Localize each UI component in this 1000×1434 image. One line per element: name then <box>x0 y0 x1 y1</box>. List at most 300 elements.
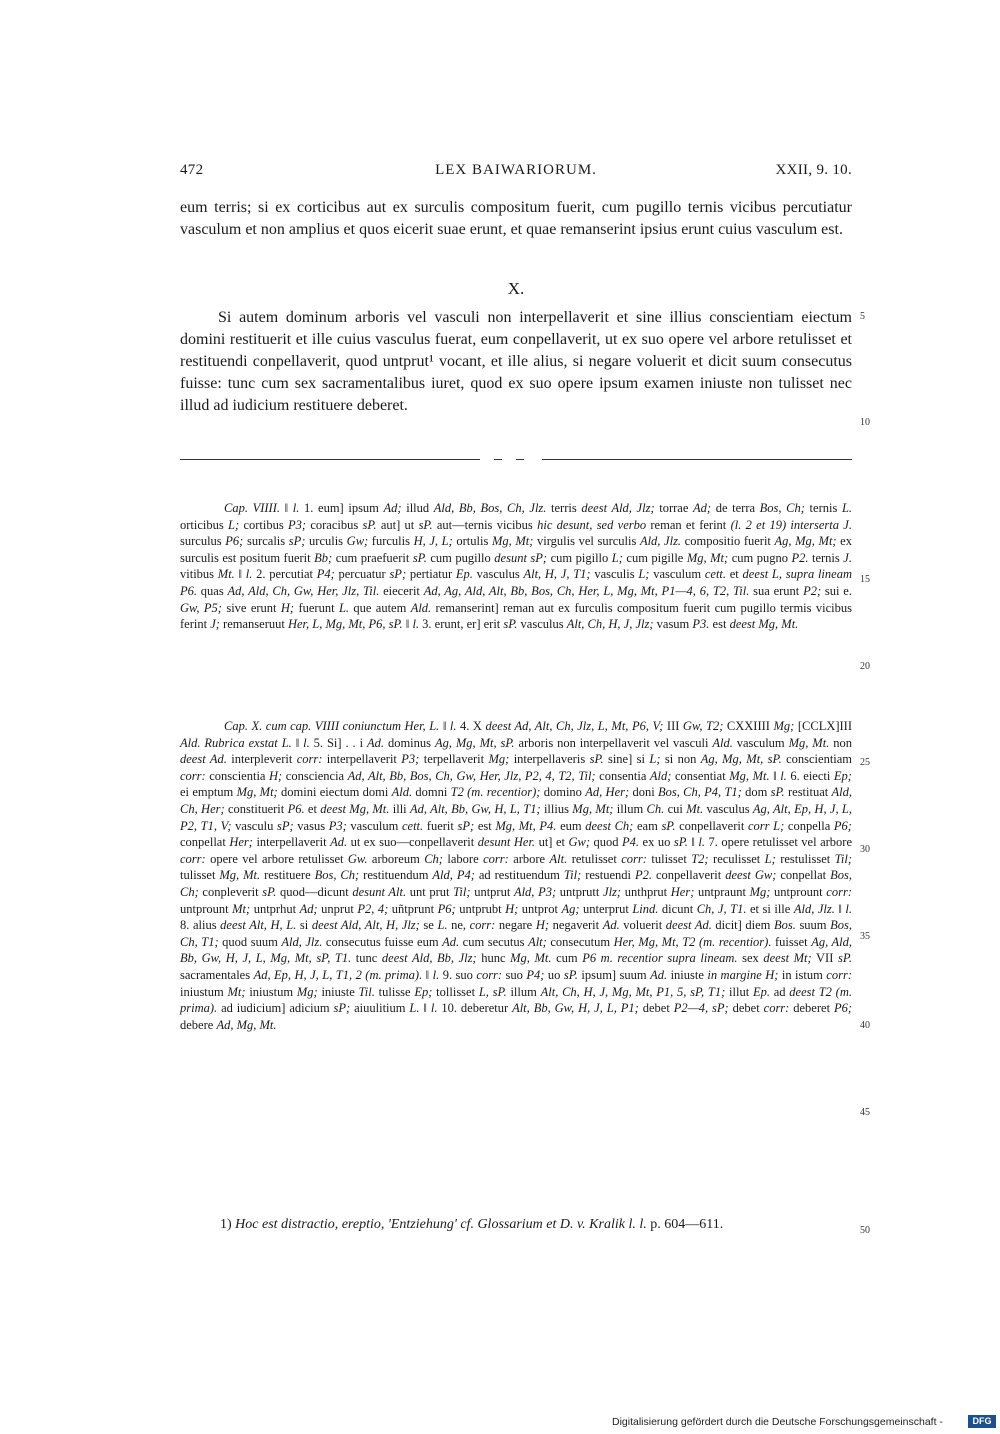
apparatus-segment: illum <box>613 801 647 816</box>
apparatus-segment: Gw; <box>346 534 369 549</box>
apparatus-segment: Bos, Ch; <box>759 501 805 515</box>
apparatus-segment: Ad; <box>693 501 712 515</box>
apparatus-segment: sP. <box>503 617 518 632</box>
apparatus-segment: restituendum <box>359 868 433 883</box>
apparatus-segment: ternis <box>808 550 844 565</box>
apparatus-segment: ‖ <box>422 967 433 982</box>
running-header <box>180 162 852 184</box>
apparatus-segment: et si ille <box>746 901 794 916</box>
apparatus-segment: vasum <box>653 617 693 632</box>
apparatus-segment: tunc <box>351 951 382 966</box>
apparatus-segment: coracibus <box>306 517 363 532</box>
apparatus-segment: deest Ald, Jlz; <box>581 501 655 515</box>
apparatus-segment: Bb; <box>314 550 333 565</box>
apparatus-segment: T2 (m. recentior); <box>450 785 541 800</box>
apparatus-segment: aut] ut <box>376 517 419 532</box>
apparatus-segment: 10. deberetur <box>437 1001 513 1016</box>
apparatus-segment: Ag, Alt, Ep, H, J, L, P2, T1, V; <box>180 801 852 833</box>
apparatus-paragraph-x <box>180 718 852 1033</box>
apparatus-segment: corr: <box>763 1001 790 1016</box>
apparatus-segment: Ad. <box>330 835 348 850</box>
apparatus-segment: untprhut <box>250 901 300 916</box>
apparatus-segment: suo <box>502 967 527 982</box>
apparatus-segment: P3; <box>328 818 347 833</box>
apparatus-segment: debere <box>180 1017 217 1032</box>
apparatus-segment: cum pugillo <box>426 550 495 565</box>
apparatus-segment: Ep. <box>455 567 473 582</box>
apparatus-segment: unt prut <box>406 884 454 899</box>
apparatus-segment: vasculus <box>703 801 753 816</box>
apparatus-segment: iniuste <box>667 967 708 982</box>
apparatus-segment: conpellat <box>180 835 230 850</box>
apparatus-segment: quas <box>197 583 228 598</box>
apparatus-segment: untprount <box>770 884 827 899</box>
apparatus-segment: Her, L, Mg, Mt, P6, sP. <box>287 617 403 632</box>
apparatus-segment: vasculum <box>346 818 402 833</box>
apparatus-segment: Ad, Mg, Mt. <box>216 1017 277 1032</box>
apparatus-segment: ortulis <box>452 534 492 549</box>
apparatus-segment: deest Mt; <box>763 951 812 966</box>
apparatus-segment: dom <box>741 785 771 800</box>
apparatus-segment: T2; <box>691 851 709 866</box>
apparatus-segment: ad <box>769 984 790 999</box>
apparatus-segment: conpellat <box>776 868 831 883</box>
apparatus-segment: cett. <box>704 567 727 582</box>
apparatus-segment: Ch. <box>646 801 665 816</box>
apparatus-segment: remanseruut <box>219 617 288 632</box>
apparatus-segment: L; <box>611 550 623 565</box>
apparatus-segment: conscientiam <box>781 752 853 767</box>
apparatus-segment: conpellaverit <box>675 818 748 833</box>
apparatus-segment: Mg; <box>488 752 510 767</box>
apparatus-segment: L; <box>228 517 240 532</box>
apparatus-segment: deest Mg, Mt. <box>729 617 799 632</box>
apparatus-segment: Mt. <box>217 567 235 582</box>
apparatus-segment: Ep. <box>752 984 770 999</box>
apparatus-segment: sP. <box>262 884 277 899</box>
apparatus-segment: tulisse <box>374 984 415 999</box>
apparatus-segment: 5. Si] . . i <box>309 735 367 750</box>
apparatus-segment: domino <box>540 785 586 800</box>
apparatus-segment: untpraunt <box>694 884 750 899</box>
apparatus-segment: Ad, Her; <box>585 785 630 800</box>
apparatus-segment: sP. <box>589 752 604 767</box>
line-number-15: 15 <box>860 574 870 585</box>
apparatus-segment: Alt. <box>549 851 568 866</box>
apparatus-segment: Cap. X. cum cap. VIIII coniunctum Her, L. <box>224 719 440 733</box>
apparatus-segment: Bos, Ch, T1; <box>180 918 852 949</box>
apparatus-segment: negaverit <box>549 918 603 933</box>
apparatus-segment: illum <box>506 984 541 999</box>
apparatus-segment: restulisset <box>775 851 835 866</box>
apparatus-segment: corr: <box>483 851 509 866</box>
apparatus-segment: P3; <box>401 752 420 767</box>
apparatus-segment: aiuulitium <box>350 1001 410 1016</box>
apparatus-segment: Mg; <box>296 984 318 999</box>
apparatus-segment: interpleverit <box>226 752 297 767</box>
apparatus-segment: arboris non interpellaverit vel vasculi <box>514 735 713 750</box>
apparatus-segment: VII <box>811 951 838 966</box>
apparatus-segment: dominus <box>384 735 435 750</box>
apparatus-segment: labore <box>442 851 484 866</box>
apparatus-segment: Ad; <box>299 901 318 916</box>
apparatus-segment: Jlz; <box>603 884 622 899</box>
apparatus-segment: l. <box>245 567 253 582</box>
apparatus-segment: L, sP. <box>478 984 507 999</box>
apparatus-segment: Ep; <box>414 984 433 999</box>
apparatus-segment: (l. 2 et 19) interserta J. <box>730 517 852 532</box>
apparatus-segment: corr: <box>621 851 647 866</box>
apparatus-segment: Ald, Jlz. <box>793 901 835 916</box>
apparatus-segment: cui <box>664 801 687 816</box>
apparatus-segment: Ald, Jlz. <box>639 534 682 549</box>
apparatus-segment: Her, Mg, Mt, T2 (m. recentior). <box>613 934 772 949</box>
apparatus-segment: Mg, Mt. <box>510 951 552 966</box>
apparatus-segment: interpellaveris <box>509 752 590 767</box>
apparatus-segment: reman et ferint <box>646 517 731 532</box>
apparatus-segment: deest Ad. <box>180 752 227 767</box>
apparatus-segment: vitibus <box>180 567 218 582</box>
apparatus-segment: cum secutus <box>459 934 529 949</box>
apparatus-segment: P4. <box>622 835 640 850</box>
apparatus-segment: pertiatur <box>406 567 456 582</box>
apparatus-segment: P6; <box>833 1001 853 1016</box>
apparatus-segment: P2, 4; <box>357 901 389 916</box>
apparatus-segment: corr: <box>180 851 206 866</box>
apparatus-segment: l. <box>430 1001 438 1016</box>
apparatus-segment: P6; <box>437 901 456 916</box>
apparatus-segment: H; <box>535 918 550 933</box>
apparatus-segment: vasculus <box>472 567 524 582</box>
line-number-5: 5 <box>860 311 865 322</box>
apparatus-segment: retulisset <box>567 851 622 866</box>
apparatus-segment: L; <box>638 567 650 582</box>
apparatus-segment: ut] et <box>535 835 569 850</box>
apparatus-segment: constituerit <box>224 801 288 816</box>
line-number-25: 25 <box>860 757 870 768</box>
apparatus-segment: suum <box>795 918 831 933</box>
apparatus-segment: L. <box>338 600 350 615</box>
apparatus-segment: P2. <box>791 550 809 565</box>
apparatus-segment: [CCLX]III <box>794 719 853 733</box>
apparatus-segment: iniustum <box>180 984 228 999</box>
apparatus-segment: conpella <box>784 818 834 833</box>
apparatus-segment: Her; <box>670 884 695 899</box>
apparatus-segment: l. <box>845 901 853 916</box>
apparatus-segment: Ald; <box>649 768 672 783</box>
apparatus-segment: Mg, Mt; <box>236 785 278 800</box>
apparatus-segment: de terra <box>711 501 760 515</box>
digitization-credit: Digitalisierung gefördert durch die Deutsche Forschungsgemeinschaft - <box>612 1416 943 1428</box>
apparatus-segment: illius <box>540 801 573 816</box>
apparatus-segment: sP; <box>457 818 475 833</box>
apparatus-segment: deest Ald, Bb, Jlz; <box>381 951 477 966</box>
apparatus-segment: l. <box>292 501 300 515</box>
apparatus-segment: Ald, Jlz. <box>281 934 323 949</box>
apparatus-segment: Bos, Ch, P4, T1; <box>657 785 742 800</box>
apparatus-segment: negare <box>495 918 536 933</box>
apparatus-segment: L. <box>409 1001 420 1016</box>
apparatus-segment: Ag; <box>561 901 580 916</box>
apparatus-segment: P6 m. recentior supra lineam. <box>582 951 738 966</box>
apparatus-segment: Mg, Mt, P4. <box>495 818 557 833</box>
apparatus-segment: est <box>709 617 730 632</box>
apparatus-segment: doni <box>629 785 658 800</box>
apparatus-segment: Gw; <box>568 835 591 850</box>
apparatus-segment: ‖ <box>402 617 413 632</box>
apparatus-segment: Alt, H, J, T1; <box>523 567 591 582</box>
apparatus-segment: Bos. <box>773 918 796 933</box>
apparatus-segment: conpleverit <box>198 884 263 899</box>
apparatus-segment: quod—dicunt <box>276 884 353 899</box>
apparatus-segment: H; <box>505 901 519 916</box>
apparatus-segment: et <box>304 801 321 816</box>
apparatus-segment: sP. <box>412 550 427 565</box>
apparatus-segment: interpellaverit <box>252 835 331 850</box>
apparatus-segment: 4. X <box>456 719 486 733</box>
apparatus-segment: illi <box>389 801 410 816</box>
apparatus-segment: fuerit <box>423 818 458 833</box>
apparatus-segment: corr: <box>180 768 206 783</box>
apparatus-segment: l. <box>303 735 310 750</box>
apparatus-segment: Lind. <box>632 901 659 916</box>
apparatus-segment: l. <box>780 768 787 783</box>
apparatus-segment: est <box>474 818 496 833</box>
apparatus-segment: fuisset <box>771 934 812 949</box>
apparatus-segment: Til; <box>453 884 471 899</box>
apparatus-segment: Mt. <box>686 801 704 816</box>
apparatus-segment: sP. <box>418 517 433 532</box>
apparatus-segment: l. <box>449 719 457 733</box>
apparatus-segment: illut <box>725 984 753 999</box>
running-title: LEX BAIWARIORUM. <box>435 162 597 178</box>
apparatus-segment: si <box>296 918 312 933</box>
apparatus-segment: tollisset <box>432 984 479 999</box>
apparatus-segment: Gw. <box>347 851 368 866</box>
apparatus-segment: III <box>663 719 683 733</box>
chapter-paragraph: Si autem dominum arboris vel vasculi non interpellaverit et sine illius conscientiam eiectum domini restituerit et ille cuius vasculus fuerat, eum conpellaverit, ut ex suo opere vel arbore retulisset et restituendi conpellaverit, quod untprut¹ vocant, et ille alius, si negare voluerit et dicit suum consecutus fuisse: tunc cum sex sacramentalibus iuret, quod ex suo opere ipsum examen iniuste non tulisset nec illud ad iudicium restituere deberet. <box>180 309 852 414</box>
apparatus-segment: dicit] diem <box>711 918 774 933</box>
apparatus-segment: Ag, Mg, Mt, sP. <box>700 752 782 767</box>
apparatus-segment: torrae <box>654 501 694 515</box>
apparatus-segment: P4; <box>316 567 335 582</box>
apparatus-segment: compositio fuerit <box>681 534 775 549</box>
separator-left-rule <box>180 459 480 460</box>
apparatus-segment: non <box>829 735 853 750</box>
apparatus-segment: H; <box>269 768 283 783</box>
apparatus-segment: vasculis <box>590 567 639 582</box>
apparatus-segment: deest Ad, Alt, Ch, Jlz, L, Mt, P6, V; <box>485 719 664 733</box>
apparatus-segment: ternis <box>804 501 842 515</box>
apparatus-segment: iniustum <box>245 984 297 999</box>
apparatus-segment: et <box>726 567 743 582</box>
apparatus-segment: P2—4, sP; <box>673 1001 729 1016</box>
apparatus-segment: Mg, Mt. <box>788 735 830 750</box>
apparatus-segment: Til. <box>358 984 375 999</box>
apparatus-segment: consentiat <box>671 768 730 783</box>
apparatus-segment: corr L; <box>747 818 785 833</box>
apparatus-segment: Ad. <box>650 967 668 982</box>
apparatus-segment: Mg, Mt. <box>729 768 770 783</box>
apparatus-segment: ad iudicium] adicium <box>217 1001 334 1016</box>
apparatus-segment: Alt, Bb, Gw, H, J, L, P1; <box>512 1001 639 1016</box>
apparatus-segment: aut—ternis vicibus <box>432 517 538 532</box>
apparatus-segment: ex uo <box>639 835 674 850</box>
apparatus-segment: uo <box>544 967 564 982</box>
chapter-heading: X. <box>507 279 525 298</box>
apparatus-segment: Ag, Ald, Bb, Gw, H, J, L, Mg, Mt, sP, T1. <box>180 934 853 966</box>
apparatus-segment: ‖ <box>419 1001 431 1016</box>
apparatus-segment: H; <box>280 600 295 615</box>
apparatus-segment: ei emptum <box>180 785 237 800</box>
apparatus-segment: Ch, J, T1. <box>696 901 747 916</box>
apparatus-segment: Ald, P3; <box>513 884 557 899</box>
apparatus-segment: P6; <box>833 818 852 833</box>
footnote-text: Hoc est distractio, ereptio, 'Entziehung' cf. Glossarium et D. v. Kralik l. l. <box>235 1217 647 1232</box>
apparatus-segment: Ald. <box>391 785 413 800</box>
apparatus-segment: sP; <box>276 818 294 833</box>
separator-dash <box>516 459 524 460</box>
apparatus-segment: restuendi <box>581 868 635 883</box>
apparatus-segment: ad restituendum <box>474 868 564 883</box>
apparatus-segment: P3; <box>288 517 307 532</box>
apparatus-segment: Gw, T2; <box>682 719 724 733</box>
apparatus-segment: arbore <box>508 851 550 866</box>
apparatus-segment: sP; <box>333 1001 351 1016</box>
apparatus-segment: debet <box>638 1001 674 1016</box>
apparatus-segment: Bos, Ch; <box>180 868 852 899</box>
apparatus-segment: Alt; <box>528 934 547 949</box>
apparatus-segment: P6; <box>225 534 244 549</box>
apparatus-segment: consecutus fuisse eum <box>322 934 443 949</box>
apparatus-segment: deest T2 (m. prima). <box>180 984 852 1016</box>
apparatus-segment: Alt, Ch, H, J, Jlz; <box>566 617 654 632</box>
apparatus-segment: sP. <box>661 818 676 833</box>
continuation-block <box>180 197 852 241</box>
apparatus-segment: Ald, Bb, Bos, Ch, Jlz. <box>433 501 547 515</box>
apparatus-segment: si non <box>660 752 701 767</box>
apparatus-segment: cett. <box>401 818 424 833</box>
apparatus-segment: 8. alius <box>180 918 221 933</box>
apparatus-segment: 2. percutiat <box>252 567 317 582</box>
apparatus-segment: Til; <box>834 851 853 866</box>
apparatus-segment: hic desunt, sed verbo <box>537 517 647 532</box>
apparatus-segment: P6. <box>287 801 305 816</box>
apparatus-segment: untprount <box>180 901 233 916</box>
apparatus-segment: sP. <box>770 785 785 800</box>
apparatus-segment: L. <box>841 501 853 515</box>
apparatus-segment: se <box>419 918 438 933</box>
apparatus-segment: l. <box>432 967 440 982</box>
apparatus-segment: ‖ <box>280 501 293 515</box>
dfg-logo-icon: DFG <box>968 1415 996 1428</box>
apparatus-segment: Bos, Ch; <box>314 868 360 883</box>
apparatus-segment: vasculum <box>649 567 705 582</box>
page-number: 472 <box>180 162 204 178</box>
apparatus-segment: furculis <box>368 534 414 549</box>
apparatus-segment: terris <box>546 501 582 515</box>
apparatus-segment: J. <box>843 550 852 565</box>
apparatus-segment: Ad, Alt, Bb, Bos, Ch, Gw, Her, Jlz, P2, 4, T2, Til; <box>347 768 596 783</box>
apparatus-segment: cum <box>551 951 583 966</box>
apparatus-segment: Ad, Ald, Ch, Gw, Her, Jlz, Til. <box>227 583 380 598</box>
apparatus-segment: ‖ <box>687 835 699 850</box>
apparatus-segment: hunc <box>476 951 511 966</box>
apparatus-segment: fuerunt <box>294 600 339 615</box>
apparatus-segment: ‖ <box>439 719 450 733</box>
apparatus-segment: cum praefuerit <box>332 550 413 565</box>
apparatus-segment: quod suum <box>218 934 282 949</box>
apparatus-segment: que autem <box>349 600 411 615</box>
apparatus-segment: corr: <box>826 967 852 982</box>
apparatus-segment: 6. eiecti <box>786 768 834 783</box>
apparatus-segment: vasculum <box>732 735 789 750</box>
apparatus-segment: domini eiectum domi <box>277 785 392 800</box>
apparatus-segment: in istum <box>778 967 827 982</box>
apparatus-segment: Ag, Mg, Mt; <box>774 534 837 549</box>
apparatus-segment: P4; <box>526 967 545 982</box>
line-number-10: 10 <box>860 417 870 428</box>
apparatus-segment: surculus <box>180 534 226 549</box>
apparatus-segment: eam <box>633 818 662 833</box>
apparatus-segment: 7. opere retulisset vel arbore <box>705 835 852 850</box>
line-number-50: 50 <box>860 1225 870 1236</box>
apparatus-segment: sua erunt <box>749 583 804 598</box>
apparatus-segment: P2. <box>634 868 652 883</box>
apparatus-segment: Cap. VIIII. <box>224 501 281 515</box>
apparatus-segment: Ald. <box>180 735 201 750</box>
apparatus-segment: Mt; <box>232 901 251 916</box>
apparatus-segment: deest Ad. <box>665 918 712 933</box>
apparatus-segment: CXXIIII <box>723 719 774 733</box>
apparatus-segment: vasculu <box>231 818 277 833</box>
apparatus-segment: quod <box>590 835 623 850</box>
apparatus-segment: percuatur <box>334 567 390 582</box>
apparatus-segment: untprutt <box>556 884 604 899</box>
apparatus-segment: surcalis <box>243 534 289 549</box>
apparatus-segment: Ag, Mg, Mt, sP. <box>434 735 515 750</box>
footnote-pages: p. 604—611. <box>650 1217 724 1232</box>
apparatus-segment: sine] si <box>603 752 650 767</box>
apparatus-segment: deest Gw; <box>725 868 777 883</box>
apparatus-segment: debet <box>728 1001 764 1016</box>
apparatus-segment: ex surculis est positum fuerit <box>180 534 852 565</box>
apparatus-segment: untprut <box>470 884 514 899</box>
apparatus-segment: eiecerit <box>379 583 424 598</box>
apparatus-viiii <box>180 500 852 633</box>
apparatus-segment: l. <box>412 617 420 632</box>
apparatus-segment: reculisset <box>708 851 765 866</box>
apparatus-segment: 1. eum] ipsum <box>299 501 384 515</box>
apparatus-segment: Ad, Ag, Ald, Alt, Bb, Bos, Ch, Her, L, Mg, Mt, P1—4, 6, T2, Til. <box>423 583 750 598</box>
apparatus-segment: sP; <box>389 567 407 582</box>
apparatus-segment: 3. erunt, er] erit <box>419 617 504 632</box>
apparatus-segment: deest Mg, Mt. <box>320 801 390 816</box>
apparatus-segment: sP. <box>837 951 852 966</box>
apparatus-segment: Ad; <box>383 501 402 515</box>
apparatus-segment: Til; <box>563 868 582 883</box>
section-reference: XXII, 9. 10. <box>775 162 852 178</box>
apparatus-segment: restituat <box>784 785 832 800</box>
apparatus-segment: consciencia <box>282 768 348 783</box>
apparatus-segment: domni <box>412 785 451 800</box>
apparatus-segment: dicunt <box>658 901 697 916</box>
separator-right-rule <box>542 459 852 460</box>
apparatus-segment: unthprut <box>621 884 671 899</box>
apparatus-segment: l. <box>698 835 706 850</box>
apparatus-segment: vasus <box>293 818 329 833</box>
apparatus-segment: virgulis vel surculis <box>533 534 640 549</box>
